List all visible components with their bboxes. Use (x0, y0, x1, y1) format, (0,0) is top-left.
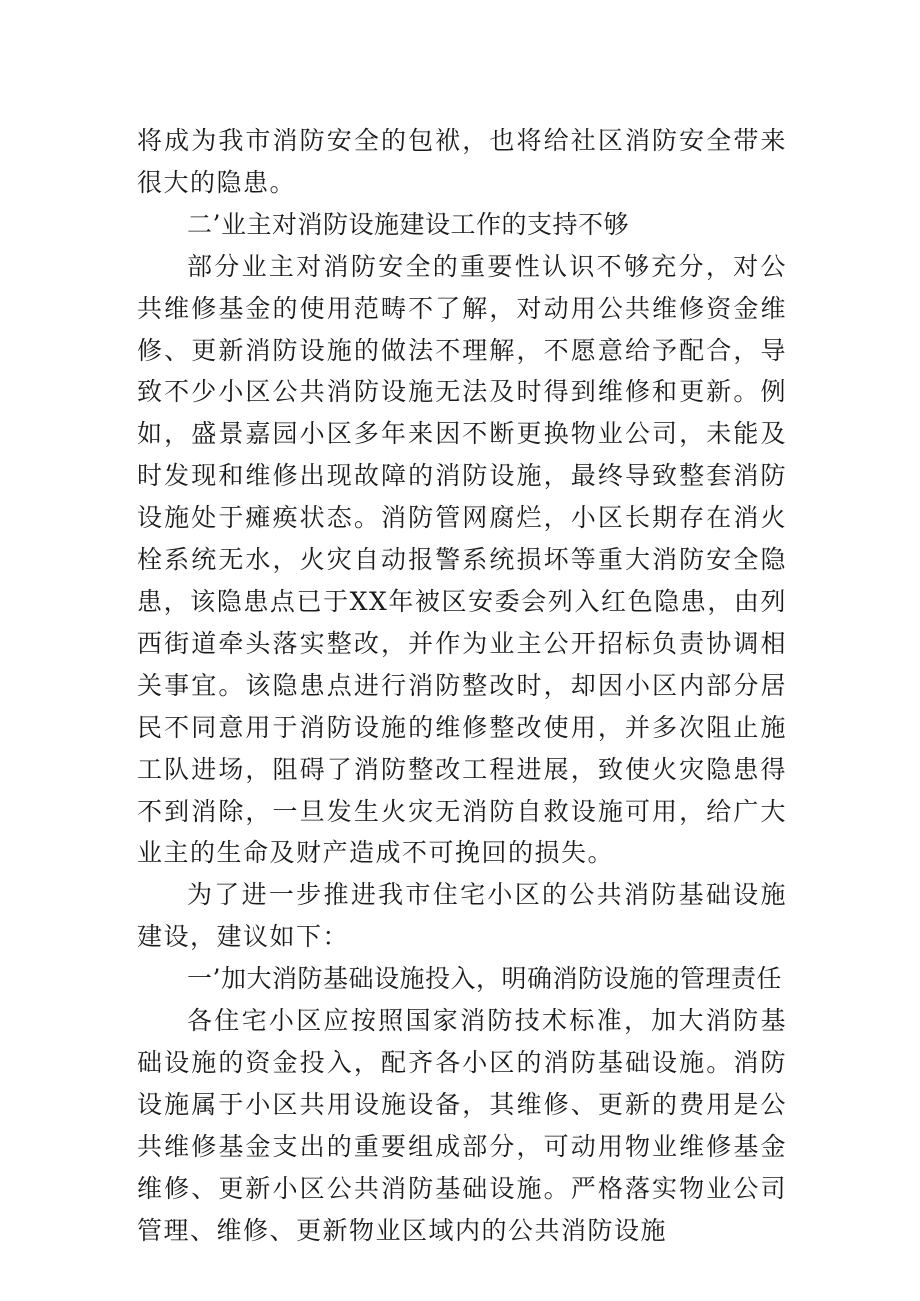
paragraph-owner-support: 部分业主对消防安全的重要性认识不够充分，对公共维修基金的使用范畴不了解，对动用公共维修资金维修、更新消防设施的做法不理解，不愿意给予配合，导致不少小区公共消防设施无法及时得到维修和更新。例如，盛景嘉园小区多年来因不断更换物业公司，未能及时发现和维修出现故障的消防设施，最终导致整套消防设施处于瘫痪状态。消防管网腐烂，小区长期存在消火栓系统无水，火灾自动报警系统损坏等重大消防安全隐患，该隐患点已于XX年被区安委会列入红色隐患，由列西街道牵头落实整改，并作为业主公开招标负责协调相关事宜。该隐患点进行消防整改时，却因小区内部分居民不同意用于消防设施的维修整改使用，并多次阻止施工队进场，阻碍了消防整改工程进展，致使火灾隐患得不到消除，一旦发生火灾无消防自救设施可用，给广大业主的生命及财产造成不可挽回的损失。 (137, 251, 787, 868)
paragraph-investment: 各住宅小区应按照国家消防技术标准，加大消防基础设施的资金投入，配齐各小区的消防基础设施。消防设施属于小区共用设施设备，其维修、更新的费用是公共维修基金支出的重要组成部分，可动用物业维修基金维修、更新小区公共消防基础设施。严格落实物业公司管理、维修、更新物业区域内的公共消防设施 (137, 1006, 787, 1245)
section-heading-2: 二’业主对消防设施建设工作的支持不够 (187, 209, 629, 239)
paragraph-suggestions-intro: 为了进一步推进我市住宅小区的公共消防基础设施建设，建议如下： (137, 880, 787, 952)
paragraph-continuation: 将成为我市消防安全的包袱，也将给社区消防安全带来很大的隐患。 (137, 126, 787, 197)
document-body (137, 120, 787, 1251)
section-heading-1: 一’加大消防基础设施投入，明确消防设施的管理责任 (187, 964, 782, 994)
